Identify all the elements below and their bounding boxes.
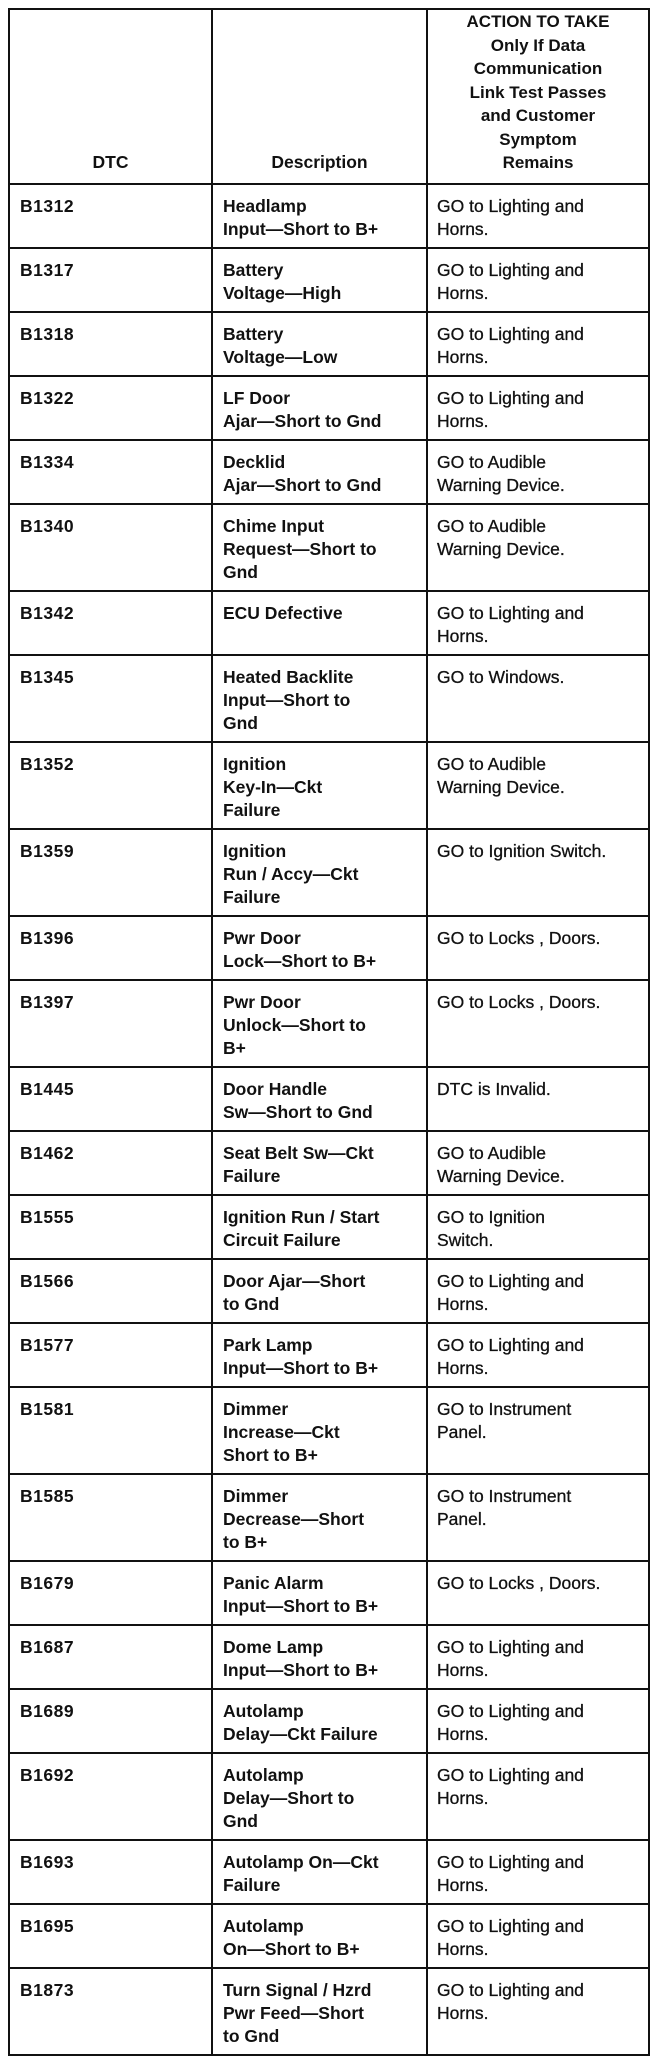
action-cell: GO to Lighting and Horns. [427,1753,649,1840]
dtc-code-cell: B1352 [9,742,212,829]
description-cell: Decklid Ajar—Short to Gnd [212,440,427,504]
dtc-code-cell: B1873 [9,1968,212,2055]
description-cell: Battery Voltage—High [212,248,427,312]
dtc-code-cell: B1359 [9,829,212,916]
dtc-code-cell: B1555 [9,1195,212,1259]
dtc-table [8,8,650,2056]
dtc-code-cell: B1687 [9,1625,212,1689]
description-cell: Battery Voltage—Low [212,312,427,376]
table-row [9,1387,649,1474]
action-cell: GO to Locks , Doors. [427,980,649,1067]
dtc-code-cell: B1445 [9,1067,212,1131]
action-cell: GO to Audible Warning Device. [427,504,649,591]
description-cell: Dome Lamp Input—Short to B+ [212,1625,427,1689]
header-description: Description [212,9,427,184]
description-cell: Panic Alarm Input—Short to B+ [212,1561,427,1625]
dtc-code-cell: B1322 [9,376,212,440]
dtc-code-cell: B1695 [9,1904,212,1968]
description-cell: Dimmer Decrease—Short to B+ [212,1474,427,1561]
dtc-code-cell: B1318 [9,312,212,376]
dtc-code-cell: B1693 [9,1840,212,1904]
action-cell: GO to Windows. [427,655,649,742]
table-row [9,312,649,376]
action-cell: GO to Lighting and Horns. [427,312,649,376]
action-cell: GO to Lighting and Horns. [427,376,649,440]
dtc-code-cell: B1689 [9,1689,212,1753]
table-row [9,916,649,980]
table-row [9,1067,649,1131]
table-row [9,980,649,1067]
action-cell: GO to Audible Warning Device. [427,1131,649,1195]
action-cell: GO to Audible Warning Device. [427,742,649,829]
description-cell: Autolamp Delay—Ckt Failure [212,1689,427,1753]
dtc-code-cell: B1342 [9,591,212,655]
header-row [9,9,649,184]
action-cell: GO to Lighting and Horns. [427,184,649,248]
action-cell: GO to Lighting and Horns. [427,1625,649,1689]
action-cell: DTC is Invalid. [427,1067,649,1131]
table-row [9,440,649,504]
description-cell: Chime Input Request—Short to Gnd [212,504,427,591]
action-cell: GO to Locks , Doors. [427,1561,649,1625]
description-cell: Pwr Door Unlock—Short to B+ [212,980,427,1067]
description-cell: Seat Belt Sw—Ckt Failure [212,1131,427,1195]
description-cell: ECU Defective [212,591,427,655]
dtc-code-cell: B1312 [9,184,212,248]
description-cell: Ignition Run / Accy—Ckt Failure [212,829,427,916]
dtc-code-cell: B1334 [9,440,212,504]
action-cell: GO to Lighting and Horns. [427,1840,649,1904]
table-row [9,655,649,742]
dtc-code-cell: B1692 [9,1753,212,1840]
dtc-code-cell: B1340 [9,504,212,591]
header-dtc: DTC [9,9,212,184]
description-cell: Dimmer Increase—Ckt Short to B+ [212,1387,427,1474]
description-cell: LF Door Ajar—Short to Gnd [212,376,427,440]
action-cell: GO to Locks , Doors. [427,916,649,980]
header-action: ACTION TO TAKE Only If Data Communication Link Test Passes and Customer Symptom Remains [427,9,649,184]
action-cell: GO to Lighting and Horns. [427,591,649,655]
dtc-code-cell: B1566 [9,1259,212,1323]
description-cell: Heated Backlite Input—Short to Gnd [212,655,427,742]
description-cell: Headlamp Input—Short to B+ [212,184,427,248]
action-cell: GO to Ignition Switch. [427,829,649,916]
table-row [9,1689,649,1753]
table-row [9,1131,649,1195]
dtc-code-cell: B1585 [9,1474,212,1561]
action-cell: GO to Lighting and Horns. [427,1689,649,1753]
dtc-code-cell: B1679 [9,1561,212,1625]
description-cell: Ignition Key-In—Ckt Failure [212,742,427,829]
description-cell: Park Lamp Input—Short to B+ [212,1323,427,1387]
description-cell: Ignition Run / Start Circuit Failure [212,1195,427,1259]
description-cell: Autolamp Delay—Short to Gnd [212,1753,427,1840]
action-cell: GO to Lighting and Horns. [427,1259,649,1323]
table-row [9,504,649,591]
table-row [9,829,649,916]
description-cell: Turn Signal / Hzrd Pwr Feed—Short to Gnd [212,1968,427,2055]
dtc-code-cell: B1577 [9,1323,212,1387]
table-row [9,591,649,655]
dtc-code-cell: B1317 [9,248,212,312]
action-cell: GO to Lighting and Horns. [427,1323,649,1387]
description-cell: Door Ajar—Short to Gnd [212,1259,427,1323]
description-cell: Autolamp On—Ckt Failure [212,1840,427,1904]
table-row [9,1840,649,1904]
table-row [9,184,649,248]
table-row [9,248,649,312]
table-row [9,1323,649,1387]
action-cell: GO to Lighting and Horns. [427,1904,649,1968]
table-row [9,1968,649,2055]
description-cell: Autolamp On—Short to B+ [212,1904,427,1968]
action-cell: GO to Audible Warning Device. [427,440,649,504]
action-cell: GO to Instrument Panel. [427,1387,649,1474]
action-cell: GO to Lighting and Horns. [427,1968,649,2055]
table-row [9,1195,649,1259]
dtc-code-cell: B1396 [9,916,212,980]
dtc-code-cell: B1462 [9,1131,212,1195]
table-row [9,1753,649,1840]
table-row [9,742,649,829]
description-cell: Pwr Door Lock—Short to B+ [212,916,427,980]
table-row [9,376,649,440]
action-cell: GO to Lighting and Horns. [427,248,649,312]
dtc-code-cell: B1581 [9,1387,212,1474]
dtc-code-cell: B1397 [9,980,212,1067]
action-cell: GO to Ignition Switch. [427,1195,649,1259]
table-row [9,1259,649,1323]
table-row [9,1625,649,1689]
table-row [9,1561,649,1625]
table-row [9,1474,649,1561]
table-row [9,1904,649,1968]
dtc-code-cell: B1345 [9,655,212,742]
description-cell: Door Handle Sw—Short to Gnd [212,1067,427,1131]
action-cell: GO to Instrument Panel. [427,1474,649,1561]
